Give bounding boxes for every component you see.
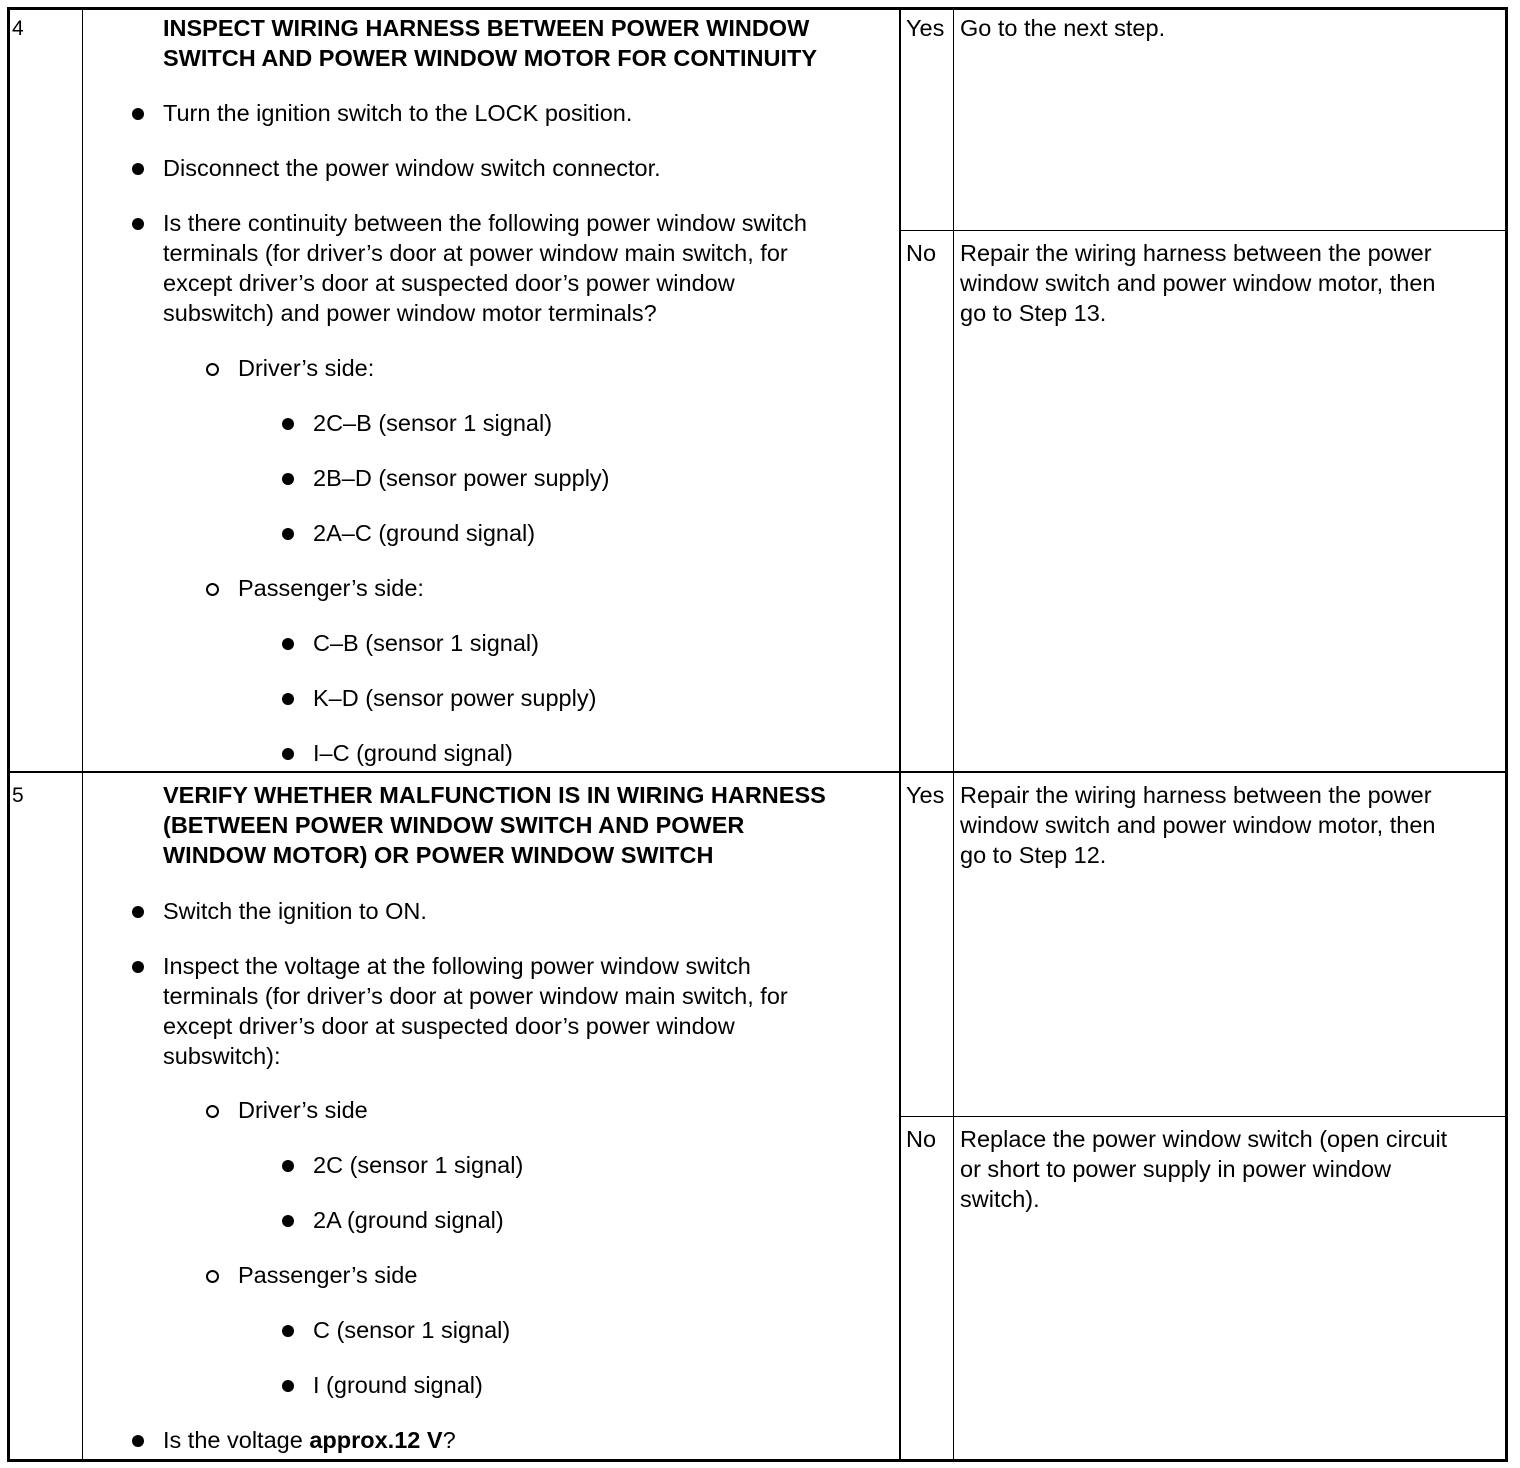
step-heading: (BETWEEN POWER WINDOW SWITCH AND POWER: [163, 812, 745, 838]
step-heading: VERIFY WHETHER MALFUNCTION IS IN WIRING HARNESS: [163, 782, 826, 808]
group-label: Passenger’s side: [238, 1262, 418, 1288]
list-item: Is there continuity between the following power window switch: [163, 210, 807, 236]
bullet-icon: [282, 638, 294, 650]
bullet-icon: [282, 528, 294, 540]
bullet-icon: [282, 693, 294, 705]
list-item: terminals (for driver’s door at power window main switch, for: [163, 240, 788, 266]
result-divider: [900, 1116, 1507, 1117]
step-number: 5: [12, 784, 24, 807]
list-item: subswitch):: [163, 1043, 281, 1069]
list-item: except driver’s door at suspected door’s power window: [163, 270, 735, 296]
bullet-icon: [282, 1380, 294, 1392]
bullet-icon: [282, 1160, 294, 1172]
group-label: Passenger’s side:: [238, 575, 424, 601]
list-item: Switch the ignition to ON.: [163, 898, 427, 924]
bullet-icon: [282, 1325, 294, 1337]
no-action: window switch and power window motor, then: [960, 270, 1436, 296]
bullet-icon: [132, 1435, 144, 1447]
list-item: Turn the ignition switch to the LOCK position.: [163, 100, 633, 126]
no-action: switch).: [960, 1186, 1040, 1212]
bullet-icon: [282, 748, 294, 760]
terminal-item: 2A–C (ground signal): [313, 520, 536, 546]
question-item: [163, 1425, 456, 1455]
bullet-icon: [132, 906, 144, 918]
divider: [82, 9, 83, 1460]
list-item: terminals (for driver’s door at power window main switch, for: [163, 983, 788, 1009]
bullet-icon: [282, 473, 294, 485]
circle-bullet-icon: [206, 1105, 219, 1118]
no-action: go to Step 13.: [960, 300, 1107, 326]
bullet-icon: [132, 218, 144, 230]
no-label: No: [906, 240, 937, 266]
no-label: No: [906, 1126, 937, 1152]
question-suffix: ?: [442, 1427, 456, 1453]
step-heading: SWITCH AND POWER WINDOW MOTOR FOR CONTINUITY: [163, 45, 818, 71]
bullet-icon: [132, 108, 144, 120]
yes-action: go to Step 12.: [960, 842, 1107, 868]
divider: [899, 9, 901, 1460]
terminal-item: C (sensor 1 signal): [313, 1317, 511, 1343]
row-divider: [9, 771, 1507, 773]
circle-bullet-icon: [206, 1270, 219, 1283]
terminal-item: 2A (ground signal): [313, 1207, 504, 1233]
question-prefix: Is the voltage: [163, 1427, 310, 1453]
list-item: Inspect the voltage at the following power window switch: [163, 953, 751, 979]
terminal-item: I–C (ground signal): [313, 740, 513, 766]
yes-action: Go to the next step.: [960, 15, 1166, 41]
terminal-item: K–D (sensor power supply): [313, 685, 597, 711]
bullet-icon: [282, 1215, 294, 1227]
list-item: subswitch) and power window motor terminals?: [163, 300, 657, 326]
yes-action: window switch and power window motor, then: [960, 812, 1436, 838]
terminal-item: 2B–D (sensor power supply): [313, 465, 610, 491]
group-label: Driver’s side: [238, 1097, 368, 1123]
divider: [953, 9, 954, 1460]
bullet-icon: [132, 961, 144, 973]
no-action: or short to power supply in power window: [960, 1156, 1392, 1182]
question-value: approx.12 V: [309, 1427, 443, 1453]
terminal-item: 2C–B (sensor 1 signal): [313, 410, 553, 436]
list-item: except driver’s door at suspected door’s power window: [163, 1013, 735, 1039]
list-item: Disconnect the power window switch connector.: [163, 155, 661, 181]
result-divider: [900, 230, 1507, 231]
step-heading: INSPECT WIRING HARNESS BETWEEN POWER WINDOW: [163, 15, 810, 41]
bullet-icon: [132, 163, 144, 175]
circle-bullet-icon: [206, 583, 219, 596]
no-action: Repair the wiring harness between the power: [960, 240, 1432, 266]
yes-action: Repair the wiring harness between the power: [960, 782, 1432, 808]
circle-bullet-icon: [206, 363, 219, 376]
group-label: Driver’s side:: [238, 355, 375, 381]
yes-label: Yes: [906, 782, 945, 808]
yes-label: Yes: [906, 15, 945, 41]
terminal-item: 2C (sensor 1 signal): [313, 1152, 524, 1178]
bullet-icon: [282, 418, 294, 430]
terminal-item: I (ground signal): [313, 1372, 483, 1398]
step-heading: WINDOW MOTOR) OR POWER WINDOW SWITCH: [163, 842, 714, 868]
no-action: Replace the power window switch (open circuit: [960, 1126, 1448, 1152]
step-number: 4: [12, 17, 24, 40]
terminal-item: C–B (sensor 1 signal): [313, 630, 539, 656]
